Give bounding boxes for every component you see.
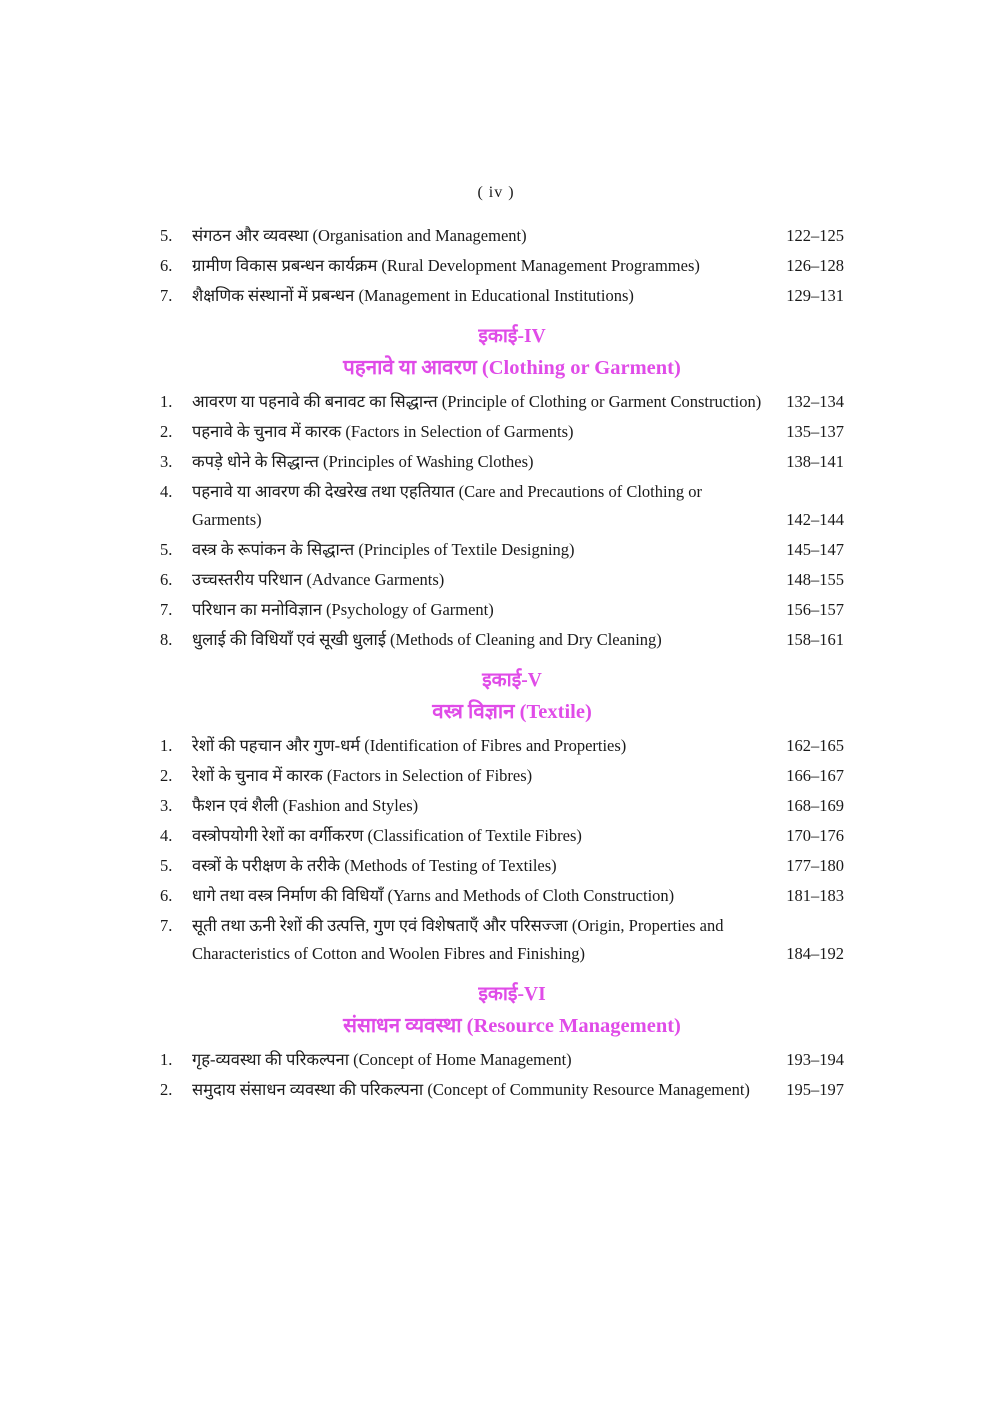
entry-pages: 132–134 — [786, 392, 844, 411]
toc-entry[interactable] — [160, 626, 844, 654]
toc-entry[interactable] — [160, 536, 844, 564]
entry-number: 5. — [160, 856, 173, 875]
entry-pages: 122–125 — [786, 226, 844, 245]
entry-pages: 170–176 — [786, 826, 844, 845]
toc-entry[interactable] — [160, 566, 844, 594]
toc-entry[interactable] — [160, 478, 844, 534]
entry-title: ग्रामीण विकास प्रबन्धन कार्यक्रम (Rural Development Management Programmes) — [192, 256, 700, 275]
entry-number: 5. — [160, 540, 173, 559]
entry-number: 1. — [160, 1050, 173, 1069]
page-number: ( iv ) — [477, 184, 515, 201]
entry-number: 3. — [160, 452, 173, 471]
toc-entry[interactable] — [160, 418, 844, 446]
table-of-contents — [160, 222, 844, 1106]
entry-title: धुलाई की विधियाँ एवं सूखी धुलाई (Methods of Cleaning and Dry Cleaning) — [192, 630, 662, 649]
toc-entry[interactable] — [160, 762, 844, 790]
toc-section-unit-iv — [160, 322, 844, 654]
entry-pages: 142–144 — [786, 510, 844, 529]
entry-title: समुदाय संसाधन व्यवस्था की परिकल्पना (Concept of Community Resource Management) — [192, 1080, 750, 1099]
unit-heading: इकाई-V — [482, 670, 542, 691]
entry-pages: 138–141 — [786, 452, 844, 471]
entry-number: 5. — [160, 226, 173, 245]
entry-title: परिधान का मनोविज्ञान (Psychology of Garment) — [192, 600, 494, 619]
entry-title: वस्त्रोपयोगी रेशों का वर्गीकरण (Classification of Textile Fibres) — [192, 826, 582, 845]
entry-pages: 195–197 — [786, 1080, 844, 1099]
unit-title: संसाधन व्यवस्था (Resource Management) — [343, 1015, 681, 1037]
entry-title: सूती तथा ऊनी रेशों की उत्पत्ति, गुण एवं विशेषताएँ और परिसज्जा (Origin, Properties and Characteristics of Cotton and Woolen Fibres and Finishing) — [192, 916, 724, 963]
entry-number: 6. — [160, 256, 173, 275]
entry-number: 4. — [160, 826, 173, 845]
entry-pages: 168–169 — [786, 796, 844, 815]
toc-entry[interactable] — [160, 912, 844, 968]
toc-entry[interactable] — [160, 822, 844, 850]
unit-title: वस्त्र विज्ञान (Textile) — [432, 701, 592, 723]
entry-title: शैक्षणिक संस्थानों में प्रबन्धन (Management in Educational Institutions) — [192, 286, 634, 305]
entry-pages: 145–147 — [786, 540, 844, 559]
entry-number: 4. — [160, 482, 173, 501]
entry-title: पहनावे या आवरण की देखरेख तथा एहतियात (Care and Precautions of Clothing or Garments) — [192, 482, 702, 529]
toc-section-continued — [160, 222, 844, 310]
toc-section-unit-vi — [160, 980, 844, 1104]
entry-number: 2. — [160, 1080, 173, 1099]
entry-number: 1. — [160, 736, 173, 755]
toc-entry[interactable] — [160, 882, 844, 910]
toc-entry[interactable] — [160, 596, 844, 624]
entry-title: कपड़े धोने के सिद्धान्त (Principles of Washing Clothes) — [192, 452, 534, 471]
entry-pages: 148–155 — [786, 570, 844, 589]
toc-entry[interactable] — [160, 1076, 844, 1104]
toc-entry[interactable] — [160, 792, 844, 820]
entry-number: 2. — [160, 422, 173, 441]
entry-title: फैशन एवं शैली (Fashion and Styles) — [192, 796, 419, 815]
entry-pages: 177–180 — [786, 856, 844, 875]
entry-number: 2. — [160, 766, 173, 785]
entry-pages: 193–194 — [786, 1050, 844, 1069]
entry-pages: 184–192 — [786, 944, 844, 963]
unit-heading: इकाई-IV — [478, 326, 546, 347]
toc-entry[interactable] — [160, 252, 844, 280]
entry-number: 6. — [160, 570, 173, 589]
entry-pages: 181–183 — [786, 886, 844, 905]
entry-number: 3. — [160, 796, 173, 815]
entry-number: 1. — [160, 392, 173, 411]
toc-entry[interactable] — [160, 852, 844, 880]
entry-title: धागे तथा वस्त्र निर्माण की विधियाँ (Yarns and Methods of Cloth Construction) — [192, 886, 675, 905]
entry-pages: 135–137 — [786, 422, 844, 441]
entry-title: रेशों की पहचान और गुण-धर्म (Identification of Fibres and Properties) — [192, 736, 627, 755]
entry-pages: 166–167 — [786, 766, 844, 785]
entry-number: 7. — [160, 600, 173, 619]
entry-number: 8. — [160, 630, 173, 649]
entry-title: आवरण या पहनावे की बनावट का सिद्धान्त (Principle of Clothing or Garment Construction) — [192, 392, 762, 411]
toc-section-unit-v — [160, 666, 844, 968]
unit-title: पहनावे या आवरण (Clothing or Garment) — [343, 357, 681, 379]
entry-pages: 129–131 — [786, 286, 844, 305]
entry-title: वस्त्र के रूपांकन के सिद्धान्त (Principles of Textile Designing) — [192, 540, 575, 559]
entry-number: 6. — [160, 886, 173, 905]
entry-number: 7. — [160, 286, 173, 305]
entry-pages: 126–128 — [786, 256, 844, 275]
entry-pages: 162–165 — [786, 736, 844, 755]
entry-title: वस्त्रों के परीक्षण के तरीके (Methods of Testing of Textiles) — [192, 856, 557, 875]
toc-entry[interactable] — [160, 388, 844, 416]
toc-entry[interactable] — [160, 1046, 844, 1074]
entry-pages: 156–157 — [786, 600, 844, 619]
toc-entry[interactable] — [160, 448, 844, 476]
entry-title: पहनावे के चुनाव में कारक (Factors in Selection of Garments) — [192, 422, 574, 441]
entry-pages: 158–161 — [786, 630, 844, 649]
entry-number: 7. — [160, 916, 173, 935]
entry-title: संगठन और व्यवस्था (Organisation and Management) — [192, 226, 527, 245]
toc-entry[interactable] — [160, 732, 844, 760]
entry-title: रेशों के चुनाव में कारक (Factors in Selection of Fibres) — [192, 766, 533, 785]
entry-title: उच्चस्तरीय परिधान (Advance Garments) — [192, 570, 445, 589]
toc-entry[interactable] — [160, 282, 844, 310]
unit-heading: इकाई-VI — [478, 984, 546, 1005]
toc-entry[interactable] — [160, 222, 844, 250]
entry-title: गृह-व्यवस्था की परिकल्पना (Concept of Home Management) — [192, 1050, 572, 1069]
